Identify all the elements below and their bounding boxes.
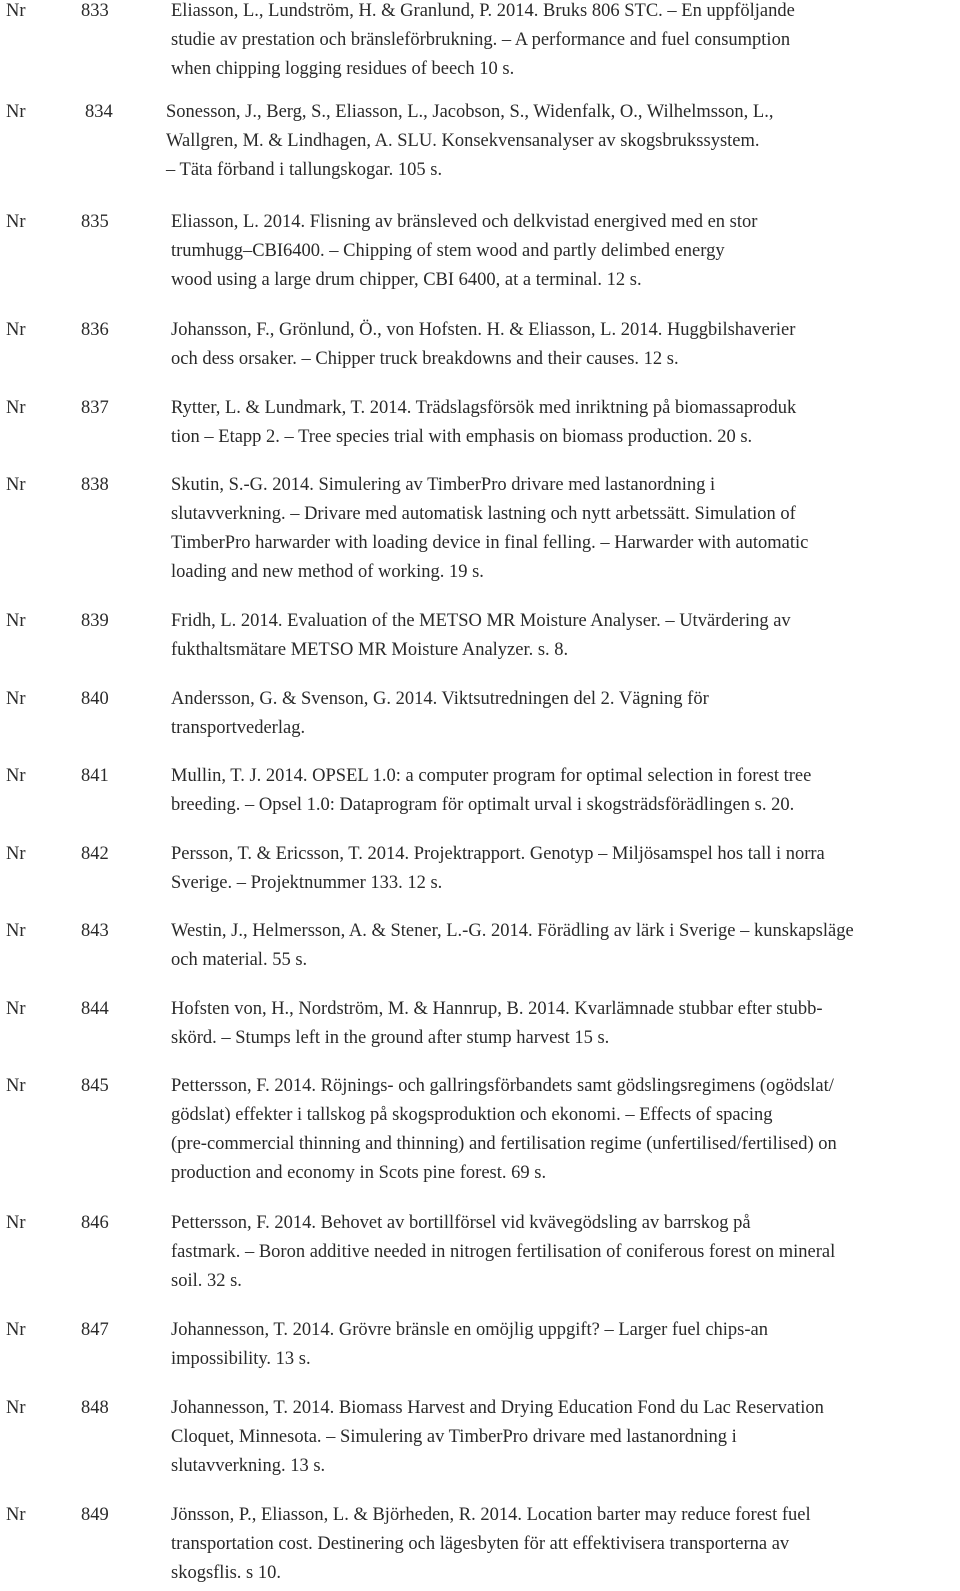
entry-label: Nr [6,1,26,21]
entry-label: Nr [6,611,26,631]
entry-label: Nr [6,921,26,941]
entry-citation: Westin, J., Helmersson, A. & Stener, L.-G. 2014. Förädling av lärk i Sverige – kunskapsläge och material. 55 s. [171,921,854,970]
entry-number: 836 [81,320,109,340]
entry-citation: Rytter, L. & Lundmark, T. 2014. Trädslagsförsök med inriktning på biomassaproduk tion – Etapp 2. – Tree species trial with emphasis on biomass production. 20 s. [171,398,797,447]
entry-citation: Pettersson, F. 2014. Behovet av bortillförsel vid kvävegödsling av barrskog på fastmark. – Boron additive needed in nitrogen fertilisation of coniferous forest on mineral soil. 32 s. [171,1213,836,1291]
entry-label: Nr [6,1505,26,1525]
entry-citation: Fridh, L. 2014. Evaluation of the METSO MR Moisture Analyser. – Utvärdering av fukthaltsmätare METSO MR Moisture Analyzer. s. 8. [171,611,791,660]
entry-label: Nr [6,398,26,418]
entry-label: Nr [6,689,26,709]
entry-number: 833 [81,1,109,21]
entry-number: 849 [81,1505,109,1525]
entry-citation: Johannesson, T. 2014. Biomass Harvest and Drying Education Fond du Lac Reservation Cloquet, Minnesota. – Simulering av TimberPro drivare med lastanordning i slutavverkning. 13 s. [171,1398,824,1476]
entry-citation: Eliasson, L., Lundström, H. & Granlund, P. 2014. Bruks 806 STC. – En uppföljande studie av prestation och bränsleförbrukning. – A performance and fuel consumption when chipping logging residues of beech 10 s. [171,1,795,79]
entry-citation: Sonesson, J., Berg, S., Eliasson, L., Jacobson, S., Widenfalk, O., Wilhelmsson, L., Wallgren, M. & Lindhagen, A. SLU. Konsekvensanalyser av skogsbrukssystem. – Täta förband i tallungskogar. 105 s. [166,102,774,180]
entry-number: 838 [81,475,109,495]
entry-number: 846 [81,1213,109,1233]
entry-number: 842 [81,844,109,864]
entry-label: Nr [6,1076,26,1096]
entry-citation: Johansson, F., Grönlund, Ö., von Hofsten. H. & Eliasson, L. 2014. Huggbilshaverier och dess orsaker. – Chipper truck breakdowns and their causes. 12 s. [171,320,796,369]
entry-label: Nr [6,766,26,786]
entry-number: 844 [81,999,109,1019]
entry-citation: Eliasson, L. 2014. Flisning av bränsleved och delkvistad energived med en stor trumhugg–CBI6400. – Chipping of stem wood and partly delimbed energy wood using a large drum chipper, CBI 6400, at a terminal. 12 s. [171,212,758,290]
entry-citation: Persson, T. & Ericsson, T. 2014. Projektrapport. Genotyp – Miljösamspel hos tall i norra Sverige. – Projektnummer 133. 12 s. [171,844,825,893]
entry-number: 843 [81,921,109,941]
entry-number: 841 [81,766,109,786]
entry-number: 837 [81,398,109,418]
entry-citation: Skutin, S.-G. 2014. Simulering av TimberPro drivare med lastanordning i slutavverkning. – Drivare med automatisk lastning och nytt arbetssätt. Simulation of TimberPro harwarder with loading device in final felling. – Harwarder with automatic loading and new method of working. 19 s. [171,475,809,582]
entry-label: Nr [6,1213,26,1233]
entry-label: Nr [6,844,26,864]
entry-number: 845 [81,1076,109,1096]
entry-number: 839 [81,611,109,631]
entry-number: 835 [81,212,109,232]
entry-label: Nr [6,999,26,1019]
entry-citation: Andersson, G. & Svenson, G. 2014. Viktsutredningen del 2. Vägning för transportvederlag. [171,689,709,738]
entry-number: 834 [85,102,113,122]
entry-label: Nr [6,212,26,232]
entry-label: Nr [6,1320,26,1340]
entry-citation: Jönsson, P., Eliasson, L. & Björheden, R. 2014. Location barter may reduce forest fuel transportation cost. Destinering och lägesbyten för att effektivisera transporterna av skogsflis. s 10. [171,1505,811,1583]
entry-number: 847 [81,1320,109,1340]
entry-citation: Hofsten von, H., Nordström, M. & Hannrup, B. 2014. Kvarlämnade stubbar efter stubb- skörd. – Stumps left in the ground after stump harvest 15 s. [171,999,823,1048]
entry-citation: Mullin, T. J. 2014. OPSEL 1.0: a computer program for optimal selection in forest tree breeding. – Opsel 1.0: Dataprogram för optimalt urval i skogsträdsförädlingen s. 20. [171,766,812,815]
entry-citation: Pettersson, F. 2014. Röjnings- och gallringsförbandets samt gödslingsregimens (ogödslat/ gödslat) effekter i tallskog på skogsproduktion och ekonomi. – Effects of spacing (pre-commercial thinning and thinning) and fertilisation regime (unfertilised/fertilised) on production and economy in Scots pine forest. 69 s. [171,1076,837,1183]
entry-label: Nr [6,320,26,340]
entry-number: 840 [81,689,109,709]
entry-label: Nr [6,102,26,122]
entry-label: Nr [6,475,26,495]
entry-number: 848 [81,1398,109,1418]
entry-citation: Johannesson, T. 2014. Grövre bränsle en omöjlig uppgift? – Larger fuel chips-an impossibility. 13 s. [171,1320,768,1369]
entry-label: Nr [6,1398,26,1418]
